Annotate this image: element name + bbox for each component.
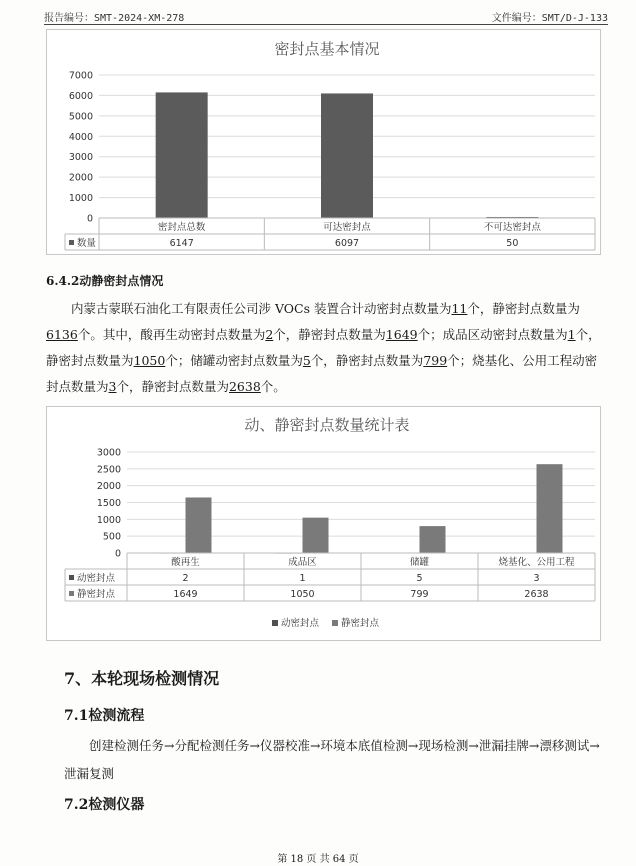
series-row-label: 动密封点	[77, 573, 116, 584]
section-6-4-2-paragraph: 内蒙古蒙联石油化工有限责任公司涉 VOCs 装置合计动密封点数量为11个，静密封点数量为6136个。其中，酸再生动密封点数量为2个，静密封点数量为1649个；成品区动密封点数量为1个，静密封点数量为1050个；储罐动密封点数量为5个，静密封点数量为799个；烧基化、公用工程动密封点数量为3个，静密封点数量为2638个。	[46, 301, 601, 394]
category-label: 酸再生	[171, 557, 200, 568]
bar	[303, 518, 329, 553]
y-tick-label: 1000	[68, 193, 93, 205]
section-7-title: 7、本轮现场检测情况	[64, 669, 220, 688]
data-label: 799	[410, 589, 429, 600]
detection-process-text: 创建检测任务→分配检测任务→仪器校准→环境本底值检测→现场检测→泄漏挂牌→漂移测试→泄漏复测	[64, 738, 600, 781]
category-label: 可达密封点	[323, 222, 371, 233]
y-tick-label: 500	[102, 531, 121, 543]
section-7-1-title: 7.1检测流程	[64, 708, 145, 724]
y-tick-label: 4000	[68, 131, 93, 143]
y-tick-label: 2000	[96, 481, 121, 493]
bar	[537, 464, 563, 553]
data-label: 1649	[173, 589, 198, 600]
y-tick-label: 3000	[96, 447, 121, 459]
section-6-4-2-title: 6.4.2动静密封点情况	[46, 274, 164, 288]
bar	[156, 92, 208, 218]
data-label: 2638	[524, 589, 549, 600]
legend-label: 动密封点	[281, 618, 320, 629]
data-label: 1050	[290, 589, 315, 600]
y-tick-label: 1500	[96, 498, 121, 509]
header-divider	[44, 24, 608, 25]
data-label: 50	[506, 238, 519, 249]
chart-title: 密封点基本情况	[274, 40, 380, 58]
y-tick-label: 2500	[96, 464, 121, 476]
bar	[186, 497, 212, 553]
bar	[321, 93, 373, 218]
y-tick-label: 7000	[68, 70, 93, 82]
data-label: 6097	[334, 238, 360, 249]
legend-swatch	[272, 620, 278, 626]
y-tick-label: 6000	[68, 90, 93, 102]
chart-title: 动、静密封点数量统计表	[244, 416, 410, 434]
category-label: 不可达密封点	[483, 222, 541, 233]
data-label: 2	[182, 573, 189, 584]
seal-point-basic-chart	[46, 29, 601, 255]
dynamic-static-seal-chart	[46, 406, 601, 641]
legend-label: 静密封点	[341, 618, 380, 629]
chart-svg	[47, 407, 600, 640]
series-legend-swatch	[69, 240, 74, 245]
series-legend-swatch	[69, 575, 74, 580]
series-row-label: 数量	[77, 238, 97, 249]
legend-swatch	[332, 620, 338, 626]
page-footer: 第 18 页 共 64 页	[277, 854, 359, 865]
series-row-label: 静密封点	[77, 589, 116, 600]
report-number: 报告编号：SMT-2024-XM-278	[44, 13, 185, 24]
y-tick-label: 2000	[68, 172, 93, 184]
y-tick-label: 0	[86, 213, 93, 225]
y-tick-label: 1000	[96, 514, 121, 526]
data-label: 6147	[169, 238, 194, 249]
data-label: 5	[416, 573, 423, 584]
data-label: 1	[299, 573, 306, 584]
bar	[420, 526, 446, 553]
category-label: 成品区	[288, 557, 317, 568]
category-label: 储罐	[409, 557, 430, 568]
chart-svg	[47, 30, 600, 254]
category-label: 烧基化、公用工程	[498, 557, 575, 568]
y-tick-label: 5000	[68, 111, 93, 123]
series-legend-swatch	[69, 591, 74, 596]
y-tick-label: 3000	[68, 152, 93, 164]
section-7-2-title: 7.2检测仪器	[64, 797, 145, 813]
y-tick-label: 0	[114, 548, 121, 560]
file-number: 文件编号：SMT/D-J-133	[491, 13, 608, 24]
category-label: 密封点总数	[157, 222, 206, 233]
data-label: 3	[533, 573, 540, 584]
